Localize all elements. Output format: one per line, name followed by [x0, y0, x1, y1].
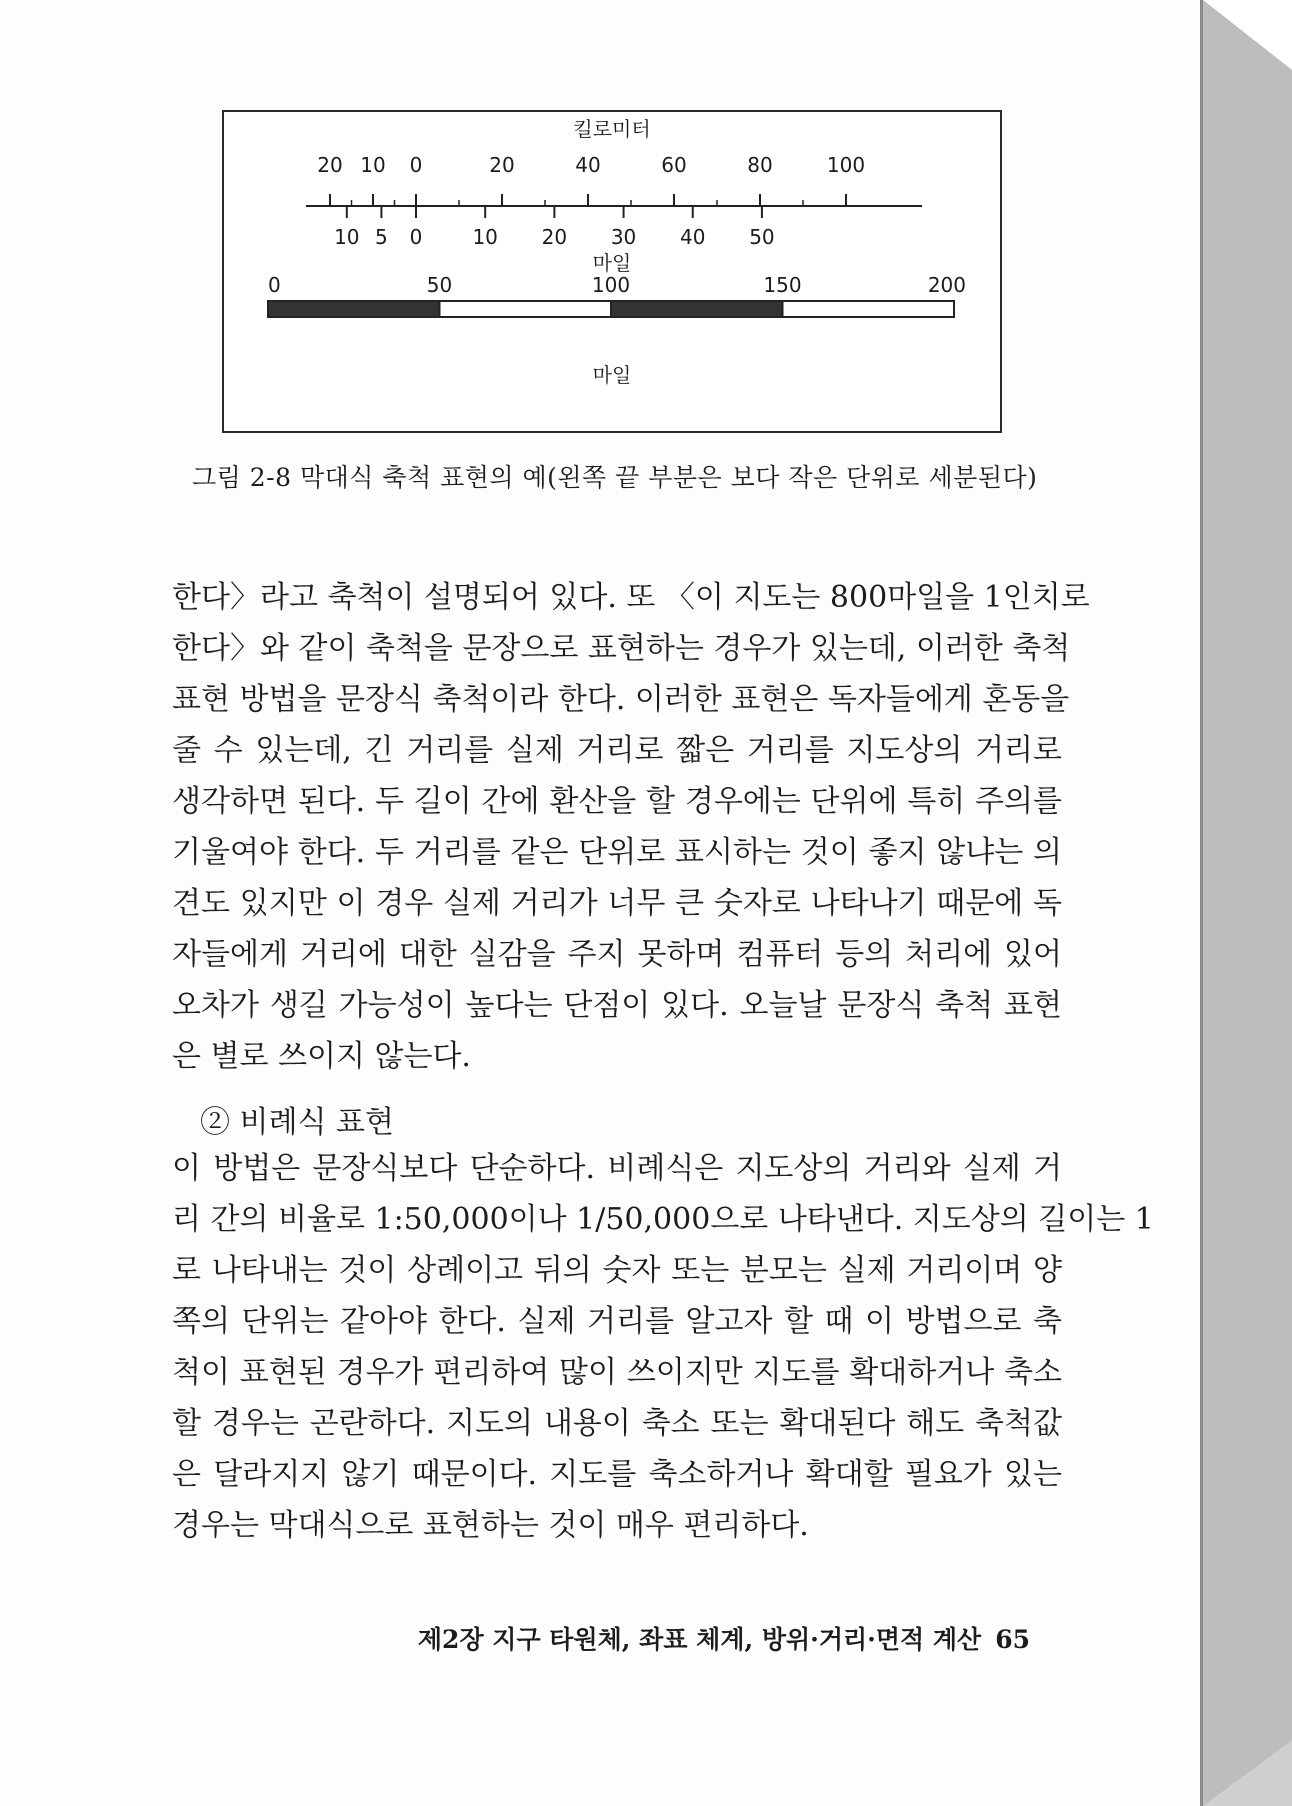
body-paragraph-1 [172, 572, 1090, 1082]
text-line: 오차가 생길 가능성이 높다는 단점이 있다. 오늘날 문장식 축척 표현 [172, 988, 1062, 1023]
text-line: 한다〉와 같이 축척을 문장으로 표현하는 경우가 있는데, 이러한 축척 [172, 631, 1071, 666]
km-tick-label: 10 [360, 153, 386, 177]
bar-segment [783, 301, 955, 317]
km-tick-label: 80 [747, 153, 773, 177]
bar-tick-label: 150 [763, 273, 802, 297]
text-line: 리 간의 비율로 1:50,000이나 1/50,000으로 나타낸다. 지도상의 길이는 1 [172, 1202, 1154, 1237]
text-line: 한다〉라고 축척이 설명되어 있다. 또 〈이 지도는 800마일을 1인치로 [172, 580, 1090, 615]
text-line: 쪽의 단위는 같아야 한다. 실제 거리를 알고자 할 때 이 방법으로 축 [172, 1304, 1062, 1339]
text-line: 생각하면 된다. 두 길이 간에 환산을 할 경우에는 단위에 특히 주의를 [172, 784, 1062, 819]
bar-segment [440, 301, 612, 317]
km-tick-label: 100 [826, 153, 866, 177]
text-line: 은 별로 쓰이지 않는다. [172, 1039, 471, 1074]
km-unit-label: 킬로미터 [573, 117, 651, 141]
page-side-face [1203, 0, 1292, 1806]
bar-tick-label: 100 [591, 273, 631, 297]
text-line: 이 방법은 문장식보다 단순하다. 비례식은 지도상의 거리와 실제 거 [172, 1151, 1062, 1186]
bar-segment [611, 301, 783, 317]
text-line: 줄 수 있는데, 긴 거리를 실제 거리로 짧은 거리를 지도상의 거리로 [172, 733, 1062, 768]
km-tick-label: 60 [661, 153, 687, 177]
mile-tick-label: 20 [541, 225, 568, 249]
text-line: 견도 있지만 이 경우 실제 거리가 너무 큰 숫자로 나타나기 때문에 독 [172, 886, 1062, 921]
bar-unit-label: 마일 [592, 363, 632, 387]
page-footer [418, 1620, 1030, 1656]
bar-tick-label: 0 [268, 273, 281, 297]
chapter-title: 제2장 지구 타원체, 좌표 체계, 방위·거리·면적 계산 [417, 1625, 982, 1654]
mile-tick-label: 0 [409, 225, 423, 249]
km-tick-label: 40 [575, 153, 601, 177]
text-line: 기울여야 한다. 두 거리를 같은 단위로 표시하는 것이 좋지 않냐는 의 [172, 835, 1062, 870]
bar-segment [268, 301, 440, 317]
bar-tick-label: 50 [426, 273, 453, 297]
body-paragraph-2 [172, 1143, 1154, 1551]
text-line: 로 나타내는 것이 상례이고 뒤의 숫자 또는 분모는 실제 거리이며 양 [172, 1253, 1062, 1288]
mile-tick-label: 50 [749, 225, 775, 249]
figure-caption: 그림 2-8 막대식 축척 표현의 예(왼쪽 끝 부분은 보다 작은 단위로 세분된다) [192, 463, 1038, 492]
scale-bar-drawing [224, 112, 1000, 431]
text-line: 할 경우는 곤란하다. 지도의 내용이 축소 또는 확대된다 해도 축척값 [172, 1406, 1062, 1441]
bar-tick-label: 200 [927, 273, 966, 297]
mile-tick-label: 40 [680, 225, 706, 249]
scale-bar-figure [222, 110, 1002, 433]
mile-unit-label: 마일 [592, 251, 632, 275]
text-line: 표현 방법을 문장식 축척이라 한다. 이러한 표현은 독자들에게 혼동을 [172, 682, 1070, 717]
km-tick-label: 20 [317, 153, 343, 177]
page-number: 65 [995, 1625, 1030, 1654]
mile-tick-label: 30 [610, 225, 637, 249]
mile-tick-label: 10 [472, 225, 498, 249]
text-line: 척이 표현된 경우가 편리하여 많이 쓰이지만 지도를 확대하거나 축소 [172, 1355, 1062, 1390]
mile-tick-label: 10 [334, 225, 360, 249]
mile-tick-label: 5 [375, 225, 388, 249]
text-line: 은 달라지지 않기 때문이다. 지도를 축소하거나 확대할 필요가 있는 [172, 1457, 1062, 1492]
section-heading: ② 비례식 표현 [200, 1105, 394, 1140]
text-line: 경우는 막대식으로 표현하는 것이 매우 편리하다. [172, 1508, 809, 1543]
km-tick-label: 0 [409, 153, 423, 177]
km-tick-label: 20 [489, 153, 515, 177]
text-line: 자들에게 거리에 대한 실감을 주지 못하며 컴퓨터 등의 처리에 있어 [172, 937, 1062, 972]
